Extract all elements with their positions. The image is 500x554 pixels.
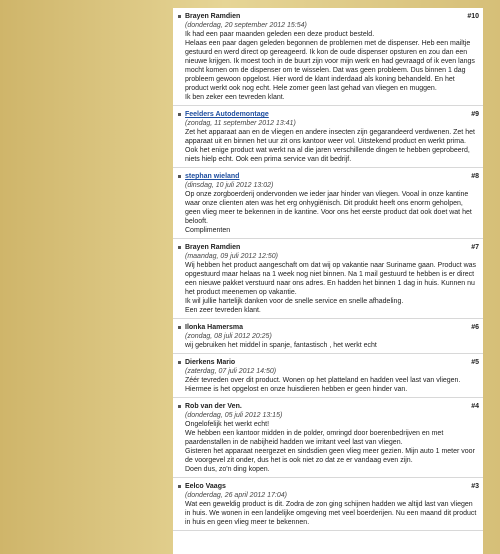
review-list (173, 8, 483, 531)
review-entry (173, 319, 483, 354)
reviewer-name: Dierkens Mario (185, 359, 236, 366)
review-paragraph: Ik had een paar maanden geleden een deze product besteld. (185, 31, 375, 38)
review-paragraph: We hebben een kantoor midden in de polder, omringd door boerenbedrijven en met paardenstallen in de nabijheid hadden we irritant veel last van vliegen. (185, 430, 444, 446)
review-date: (zondag, 08 juli 2012 20:25) (185, 333, 272, 340)
review-entry (173, 478, 483, 531)
review-paragraph: Wij hebben het product aangeschaft om dat wij op vakantie naar Suriname gaan. Product was opgestuurd maar helaas na 1 week nog niet binnen. Na 1 mail gestuurd te hebben is er direct een nieuwe pakket verstuurd naar ons adres. En hadden het binnen 1 dag in huis. Kunnen nu het product meenemen op vakantie. (185, 262, 477, 296)
review-number: #4 (471, 403, 479, 410)
review-text (185, 261, 479, 315)
review-number: #8 (471, 173, 479, 180)
review-entry (173, 239, 483, 319)
review-text (185, 190, 479, 235)
review-paragraph: Op onze zorgboerderij ondervonden we ieder jaar hinder van vliegen. Vooal in onze kantine waar onze clienten aten was het erg onhygiënisch. Dit produkt heeft ons enorm geholpen, geen vlieg meer te bekennen in de kantine. Voor ons het eerste product dat ook doet wat het belooft. (185, 191, 472, 225)
guestbook-panel (173, 8, 483, 554)
review-paragraph: Doen dus, zo'n ding kopen. (185, 466, 270, 473)
review-number: #3 (471, 483, 479, 490)
review-paragraph: wij gebruiken het middel in spanje, fantastisch , het werkt echt (185, 342, 377, 349)
review-text (185, 30, 479, 102)
review-date: (maandag, 09 juli 2012 12:50) (185, 253, 279, 260)
review-text (185, 420, 479, 474)
review-text (185, 376, 479, 394)
reviewer-name: Rob van der Ven. (185, 403, 242, 410)
review-paragraph: Complimenten (185, 227, 231, 234)
reviewer-name: Brayen Ramdien (185, 244, 241, 251)
review-text (185, 500, 479, 527)
review-entry (173, 168, 483, 239)
review-date: (zaterdag, 07 juli 2012 14:50) (185, 368, 277, 375)
reviewer-name: Eelco Vaags (185, 483, 226, 490)
review-text (185, 128, 479, 164)
review-number: #6 (471, 324, 479, 331)
review-date: (donderdag, 20 september 2012 15:54) (185, 22, 307, 29)
review-paragraph: Helaas een paar dagen geleden begonnen de problemen met de dispenser. Heb een mailtje gestuurd en werd direct op gereageerd. Ik kon de oude dispenser opsturen en zou dan een nieuwe krijgen. Ik moest toch in de buurt zijn voor mijn werk en had gevraagd of ik even langs mocht komen om de dispenser om te wisselen. Dat was geen probleem. Dus binnen 1 dag probleem gewoon opgelost. Hier word de klant inderdaad als koning behandeld. En het product werkt ook nog echt. Hele zomer geen last gehad van vliegen en muggen. (185, 40, 475, 92)
review-number: #10 (467, 13, 479, 20)
review-paragraph: Een zeer tevreden klant. (185, 307, 261, 314)
review-paragraph: Zéér tevreden over dit product. Wonen op het platteland en hadden veel last van vliegen. Hiermee is het opgelost en onze huisdieren hebben er geen hinder van. (185, 377, 461, 393)
review-date: (zondag, 11 september 2012 13:41) (185, 120, 296, 127)
review-paragraph: Ongelofelijk het werkt echt! (185, 421, 270, 428)
reviewer-name: Brayen Ramdien (185, 13, 241, 20)
review-number: #9 (471, 111, 479, 118)
review-paragraph: Ik ben zeker een tevreden klant. (185, 94, 285, 101)
review-date: (dinsdag, 10 juli 2012 13:02) (185, 182, 274, 189)
review-entry (173, 8, 483, 106)
review-date: (donderdag, 05 juli 2012 13:15) (185, 412, 283, 419)
reviewer-name: Ilonka Hamersma (185, 324, 243, 331)
review-entry (173, 106, 483, 168)
review-paragraph: Zet het apparaat aan en de vliegen en andere insecten zijn gegarandeerd verdwenen. Zet het apparaat uit en binnen het uur zit ons kantoor weer vol. Uitstekend product en werkt prima. Ook het enige product wat werkt na al die jaren verschillende dingen te hebben geprobeerd, niets hielp echt. Ook een prima service van dit bedrijf. (185, 129, 475, 163)
review-paragraph: Ik wil jullie hartelijk danken voor de snelle service en snelle afhadeling. (185, 298, 404, 305)
review-number: #5 (471, 359, 479, 366)
review-number: #7 (471, 244, 479, 251)
review-date: (donderdag, 26 april 2012 17:04) (185, 492, 287, 499)
review-text (185, 341, 479, 350)
review-paragraph: Gisteren het apparaat neergezet en sindsdien geen vlieg meer gezien. Mijn auto 1 meter voor de voorgevel zit onder, dus het is ook niet zo dat ze er vandaag even zijn. (185, 448, 475, 464)
review-entry (173, 354, 483, 398)
reviewer-name-link[interactable]: stephan wieland (185, 173, 240, 180)
reviewer-name-link[interactable]: Feelders Autodemontage (185, 111, 269, 118)
review-paragraph: Wat een geweldig product is dit. Zodra de zon ging schijnen hadden we altijd last van vliegen in huis. We wonen in een landelijke omgeving met veel boerderijen. Nu een maand dit product in huis en geen vlieg meer te bekennen. (185, 501, 477, 526)
review-entry (173, 398, 483, 478)
